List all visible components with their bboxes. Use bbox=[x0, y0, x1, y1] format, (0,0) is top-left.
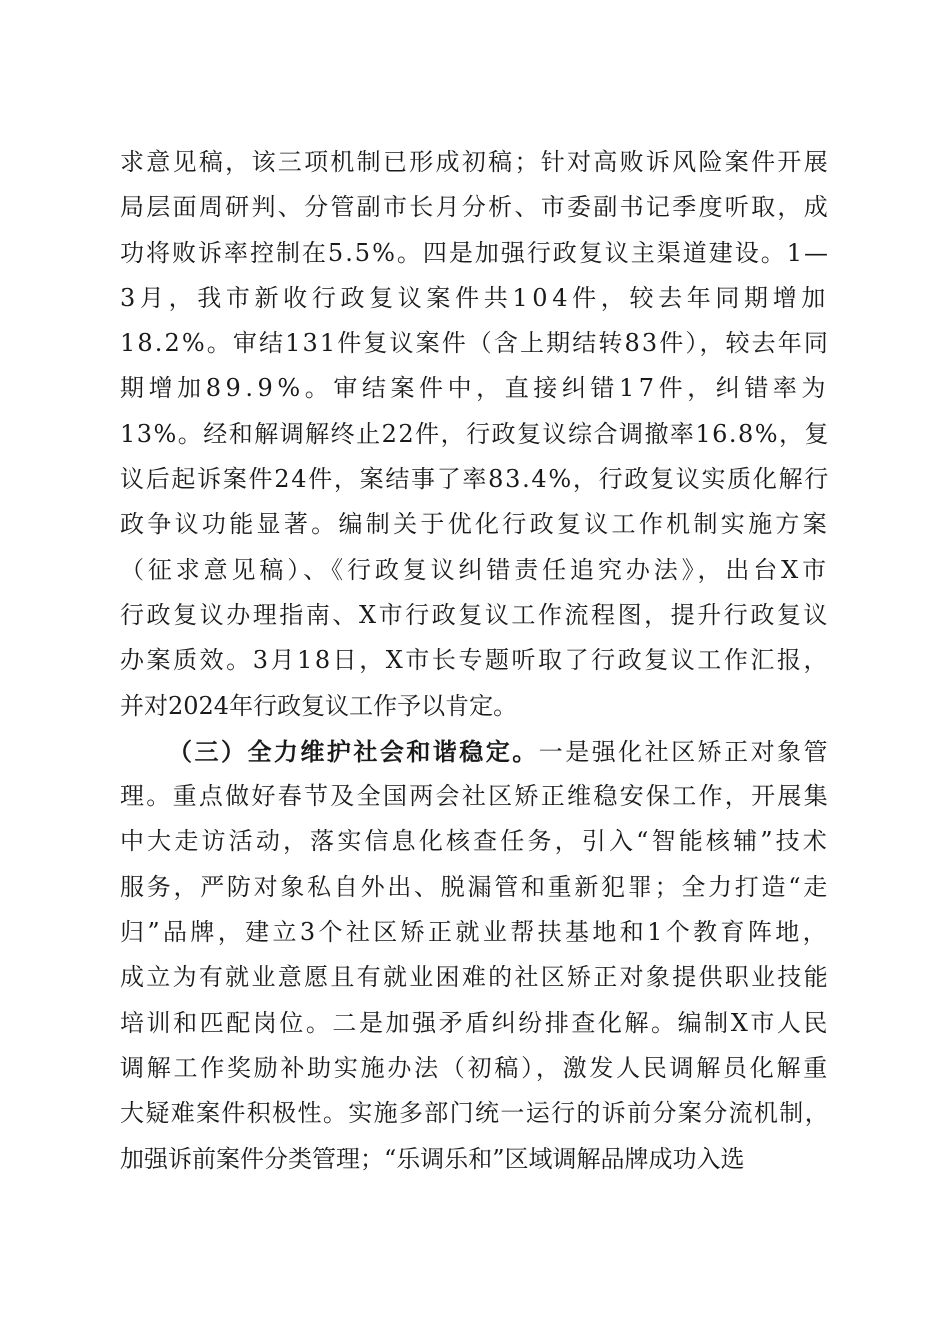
text-line: 成立为有就业意愿且有就业困难的社区矫正对象提供职业技能 bbox=[120, 963, 830, 992]
text-line: 功将败诉率控制在5.5%。四是加强行政复议主渠道建设。1— bbox=[120, 238, 830, 267]
section-3-first-line-text: 一是强化社区矫正对象管 bbox=[538, 737, 831, 766]
text-line: 加强诉前案件分类管理；“乐调乐和”区域调解品牌成功入选 bbox=[120, 1144, 745, 1173]
text-line: 13%。经和解调解终止22件，行政复议综合调撤率16.8%，复 bbox=[120, 419, 831, 448]
text-line: 并对2024年行政复议工作予以肯定。 bbox=[120, 691, 518, 720]
text-line: 政争议功能显著。编制关于优化行政复议工作机制实施方案 bbox=[120, 510, 831, 539]
text-line: 调解工作奖励补助实施办法（初稿），激发人民调解员化解重 bbox=[120, 1053, 831, 1082]
text-line: 18.2%。审结131件复议案件（含上期结转83件），较去年同 bbox=[120, 329, 830, 358]
section-3-heading: （三）全力维护社会和谐稳定。 bbox=[168, 736, 539, 766]
text-line: 培训和匹配岗位。二是加强矛盾纠纷排查化解。编制X市人民 bbox=[120, 1008, 830, 1037]
text-line: 期增加89.9%。审结案件中，直接纠错17件，纠错率为 bbox=[120, 374, 831, 403]
text-line: 3月，我市新收行政复议案件共104件，较去年同期增加 bbox=[120, 283, 831, 312]
text-line: 中大走访活动，落实信息化核查任务，引入“智能核辅”技术 bbox=[120, 827, 830, 856]
text-line: 议后起诉案件24件，案结事了率83.4%，行政复议实质化解行 bbox=[120, 465, 830, 494]
text-line: 大疑难案件积极性。实施多部门统一运行的诉前分案分流机制， bbox=[120, 1099, 830, 1128]
text-line: 理。重点做好春节及全国两会社区矫正维稳安保工作，开展集 bbox=[120, 782, 830, 811]
text-line: 服务，严防对象私自外出、脱漏管和重新犯罪；全力打造“走 bbox=[120, 872, 830, 901]
text-line: 求意见稿，该三项机制已形成初稿；针对高败诉风险案件开展 bbox=[120, 148, 830, 176]
text-line: 行政复议办理指南、X市行政复议工作流程图，提升行政复议 bbox=[120, 600, 830, 629]
text-line: 办案质效。3月18日，X市长专题听取了行政复议工作汇报， bbox=[120, 646, 830, 675]
text-line: 归”品牌，建立3个社区矫正就业帮扶基地和1个教育阵地， bbox=[120, 918, 830, 947]
section-3-first-line bbox=[120, 729, 830, 774]
body-text bbox=[120, 140, 830, 1182]
text-line: 局层面周研判、分管副市长月分析、市委副书记季度听取，成 bbox=[120, 193, 830, 222]
text-line: （征求意见稿）、《行政复议纠错责任追究办法》，出台X市 bbox=[120, 555, 830, 584]
